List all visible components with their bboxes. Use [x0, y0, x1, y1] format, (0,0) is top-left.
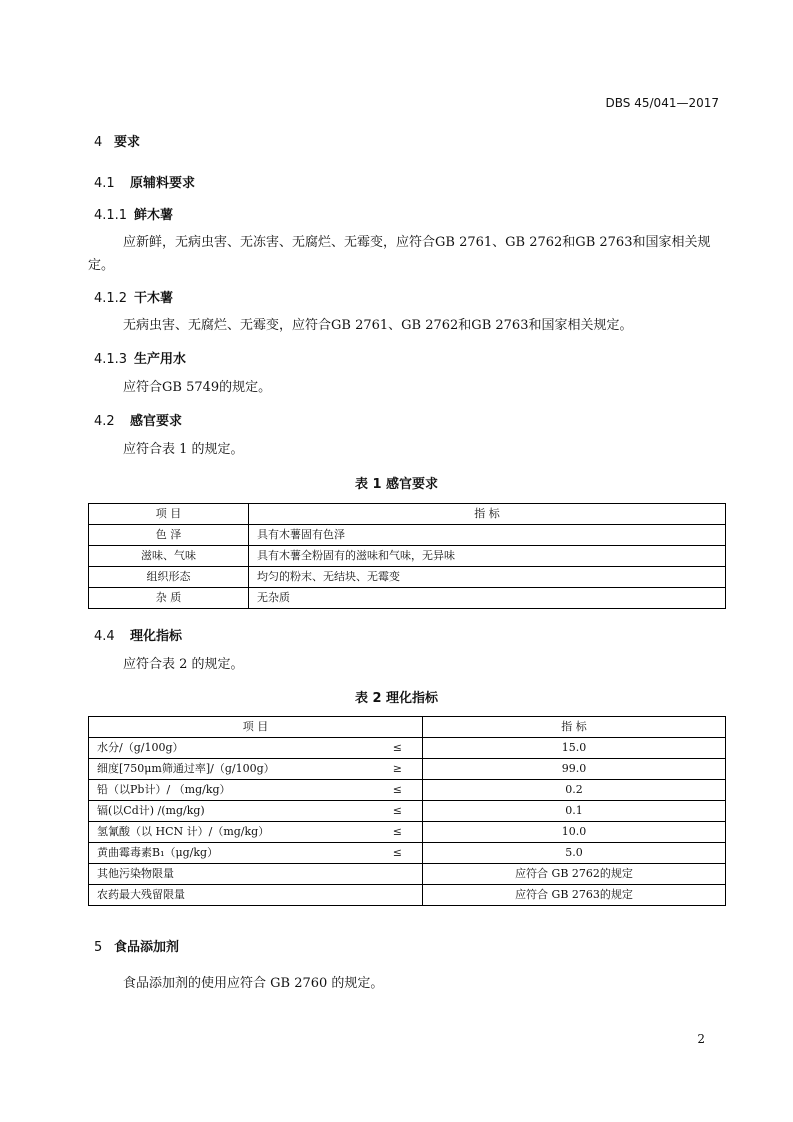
table-cell-value: 0.1 — [423, 801, 726, 822]
section-4-1-3-heading — [94, 348, 186, 367]
section-number: 4.2 — [94, 414, 115, 429]
section-4-4-text: 应符合表 2 的规定。 — [123, 657, 244, 672]
sensory-requirements-table — [88, 503, 726, 609]
table-header-cell: 项 目 — [89, 504, 249, 525]
table-cell-item — [89, 801, 423, 822]
table-cell-value: 具有木薯固有色泽 — [249, 525, 726, 546]
section-4-1-2-text: 无病虫害、无腐烂、无霉变，应符合GB 2761、GB 2762和GB 2763和国家相关规定。 — [123, 318, 633, 333]
section-title: 生产用水 — [134, 352, 187, 367]
page-number: 2 — [697, 1032, 705, 1046]
section-title: 干木薯 — [134, 291, 174, 306]
table-cell-item — [89, 738, 423, 759]
table-cell-value: 应符合 GB 2763的规定 — [423, 885, 726, 906]
comparison-operator: ≤ — [392, 846, 402, 859]
table-header-row — [89, 504, 726, 525]
section-title: 食品添加剂 — [114, 940, 180, 955]
table-header-cell: 指 标 — [423, 717, 726, 738]
table-cell-item — [89, 843, 423, 864]
section-title: 感官要求 — [130, 414, 183, 429]
table-cell-item — [89, 885, 423, 906]
section-4-2-heading — [94, 410, 182, 429]
table-row — [89, 546, 726, 567]
table-cell-value: 5.0 — [423, 843, 726, 864]
table-cell-value: 无杂质 — [249, 588, 726, 609]
table-cell-value: 15.0 — [423, 738, 726, 759]
section-number: 4.4 — [94, 629, 115, 644]
section-5-heading — [94, 936, 179, 955]
table-header-cell: 项 目 — [89, 717, 423, 738]
section-title: 要求 — [114, 135, 141, 150]
table-header-row — [89, 717, 726, 738]
table-cell-value: 均匀的粉末、无结块、无霉变 — [249, 567, 726, 588]
item-label: 镉(以Cd计) /(mg/kg) — [97, 804, 205, 817]
table-row — [89, 780, 726, 801]
table-cell-value: 具有木薯全粉固有的滋味和气味，无异味 — [249, 546, 726, 567]
table-cell-item — [89, 780, 423, 801]
table-cell-item — [89, 864, 423, 885]
section-4-1-3-text: 应符合GB 5749的规定。 — [123, 380, 272, 395]
table-row — [89, 525, 726, 546]
section-5-text: 食品添加剂的使用应符合 GB 2760 的规定。 — [123, 976, 384, 991]
section-number: 4.1.2 — [94, 291, 128, 306]
comparison-operator: ≤ — [392, 804, 402, 817]
table-row — [89, 843, 726, 864]
table-cell-item: 滋味、气味 — [89, 546, 249, 567]
table-row — [89, 864, 726, 885]
table-row — [89, 759, 726, 780]
comparison-operator: ≤ — [392, 741, 402, 754]
table-cell-item: 色 泽 — [89, 525, 249, 546]
table-1-caption: 表 1 感官要求 — [354, 477, 439, 492]
table-row — [89, 567, 726, 588]
table-row — [89, 588, 726, 609]
section-number: 5 — [94, 940, 103, 955]
table-row — [89, 885, 726, 906]
comparison-operator: ≤ — [392, 825, 402, 838]
section-number: 4 — [94, 135, 103, 150]
item-label: 水分/（g/100g） — [97, 741, 184, 754]
document-number: DBS 45/041—2017 — [605, 96, 719, 110]
table-row — [89, 801, 726, 822]
table-cell-value: 10.0 — [423, 822, 726, 843]
item-label: 细度[750μm筛通过率]/（g/100g） — [97, 762, 275, 775]
item-label: 氢氰酸（以 HCN 计）/（mg/kg） — [97, 825, 270, 838]
table-header-cell: 指 标 — [249, 504, 726, 525]
table-cell-item — [89, 822, 423, 843]
table-cell-item — [89, 759, 423, 780]
physicochemical-indicators-table — [88, 716, 726, 906]
table-2-caption: 表 2 理化指标 — [354, 691, 439, 706]
section-title: 原辅料要求 — [130, 176, 196, 191]
table-cell-value: 0.2 — [423, 780, 726, 801]
table-row — [89, 738, 726, 759]
section-4-heading — [94, 131, 140, 150]
section-4-1-2-heading — [94, 287, 173, 306]
table-cell-item: 组织形态 — [89, 567, 249, 588]
item-label: 铅（以Pb计）/ （mg/kg） — [97, 783, 231, 796]
section-4-1-1-heading — [94, 204, 173, 223]
table-cell-value: 99.0 — [423, 759, 726, 780]
section-4-1-1-text: 应新鲜，无病虫害、无冻害、无腐烂、无霉变，应符合GB 2761、GB 2762和GB 2763和国家相关规定。 — [88, 235, 711, 273]
item-label: 其他污染物限量 — [97, 867, 174, 880]
section-4-1-heading — [94, 172, 195, 191]
table-row — [89, 822, 726, 843]
table-cell-item: 杂 质 — [89, 588, 249, 609]
item-label: 农药最大残留限量 — [97, 888, 185, 901]
section-title: 理化指标 — [130, 629, 183, 644]
table-cell-value: 应符合 GB 2762的规定 — [423, 864, 726, 885]
comparison-operator: ≤ — [392, 783, 402, 796]
comparison-operator: ≥ — [392, 762, 402, 775]
section-title: 鲜木薯 — [134, 208, 174, 223]
item-label: 黄曲霉毒素B₁（μg/kg） — [97, 846, 219, 859]
section-number: 4.1 — [94, 176, 115, 191]
section-4-4-heading — [94, 625, 182, 644]
section-4-2-text: 应符合表 1 的规定。 — [123, 442, 244, 457]
section-number: 4.1.3 — [94, 352, 128, 367]
section-number: 4.1.1 — [94, 208, 128, 223]
